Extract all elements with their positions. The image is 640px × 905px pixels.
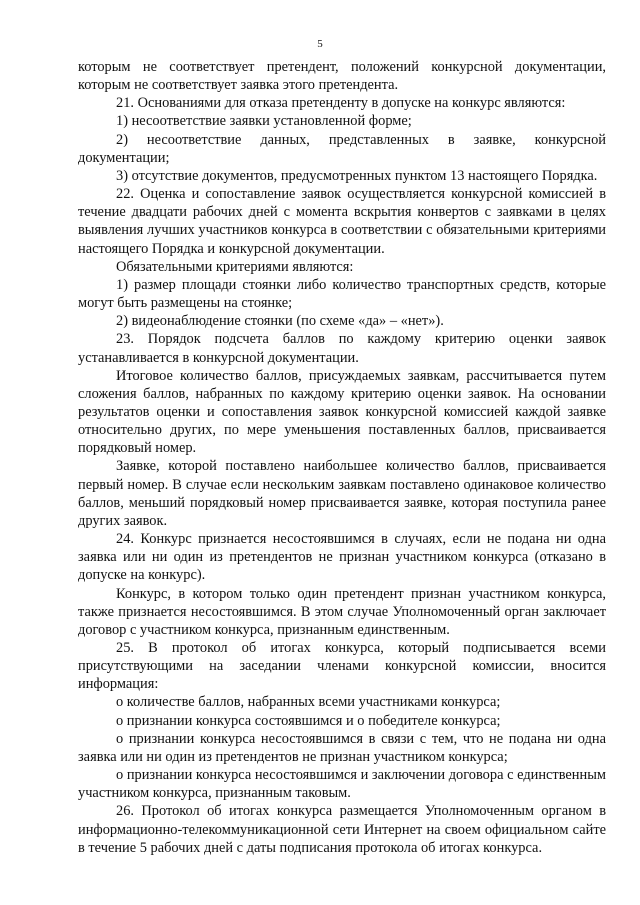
paragraph: о признании конкурса состоявшимся и о победителе конкурса; <box>116 712 501 729</box>
page-number: 5 <box>317 38 323 50</box>
paragraph: 26. Протокол об итогах конкурса размещается Уполномоченным органом в информационно-телекоммуникационной сети Интернет на своем официальном сайте в течение 5 рабочих дней с даты подписания протокола об итогах конкурса. <box>78 803 606 856</box>
paragraph: 23. Порядок подсчета баллов по каждому критерию оценки заявок устанавливается в конкурсной документации. <box>78 331 606 366</box>
paragraph: 24. Конкурс признается несостоявшимся в случаях, если не подана ни одна заявка или ни один из претендентов не признан участником конкурса (отказано в допуске на конкурс). <box>78 531 606 584</box>
paragraph: Итоговое количество баллов, присуждаемых заявкам, рассчитывается путем сложения баллов, набранных по каждому критерию оценки заявок. На основании результатов оценки и сопоставления заявок конкурсной комиссией каждой заявке относительно других, по мере уменьшения поставленных баллов, присваивается порядковый номер. <box>78 367 606 457</box>
document-body <box>78 58 606 857</box>
paragraph: Обязательными критериями являются: <box>116 258 354 275</box>
paragraph: Заявке, которой поставлено наибольшее количество баллов, присваивается первый номер. В случае если нескольким заявкам поставлено одинаковое количество баллов, меньший порядковый номер присваивается заявке, которая поступила ранее других заявок. <box>78 458 606 529</box>
paragraph: 3) отсутствие документов, предусмотренных пунктом 13 настоящего Порядка. <box>116 167 598 184</box>
paragraph: 1) размер площади стоянки либо количество транспортных средств, которые могут быть размещены на стоянке; <box>78 276 606 312</box>
paragraph: о признании конкурса несостоявшимся в связи с тем, что не подана ни одна заявка или ни один из претендентов не признан участником конкурса; <box>78 730 606 765</box>
paragraph: 2) несоответствие данных, представленных в заявке, конкурсной документации; <box>78 131 606 166</box>
paragraph: 2) видеонаблюдение стоянки (по схеме «да» – «нет»). <box>116 313 444 330</box>
paragraph: о признании конкурса несостоявшимся и заключении договора с единственным участником конкурса, признанным таковым. <box>78 767 606 802</box>
paragraph: которым не соответствует претендент, положений конкурсной документации, которым не соответствует заявка этого претендента. <box>78 59 606 94</box>
paragraph: о количестве баллов, набранных всеми участниками конкурса; <box>116 694 501 711</box>
paragraph: 1) несоответствие заявки установленной форме; <box>116 113 412 130</box>
paragraph: Конкурс, в котором только один претендент признан участником конкурса, также признается несостоявшимся. В этом случае Уполномоченный орган заключает договор с участником конкурса, признанным единственным. <box>78 585 606 638</box>
paragraph: 22. Оценка и сопоставление заявок осуществляется конкурсной комиссией в течение двадцати рабочих дней с момента вскрытия конвертов с заявками в целях выявления лучших участников конкурса в соответствии с обязательными критериями настоящего Порядка и конкурсной документации. <box>78 186 606 257</box>
paragraph: 25. В протокол об итогах конкурса, который подписывается всеми присутствующими на заседании членами конкурсной комиссии, вносится информация: <box>78 640 606 693</box>
paragraph: 21. Основаниями для отказа претенденту в допуске на конкурс являются: <box>116 95 566 112</box>
